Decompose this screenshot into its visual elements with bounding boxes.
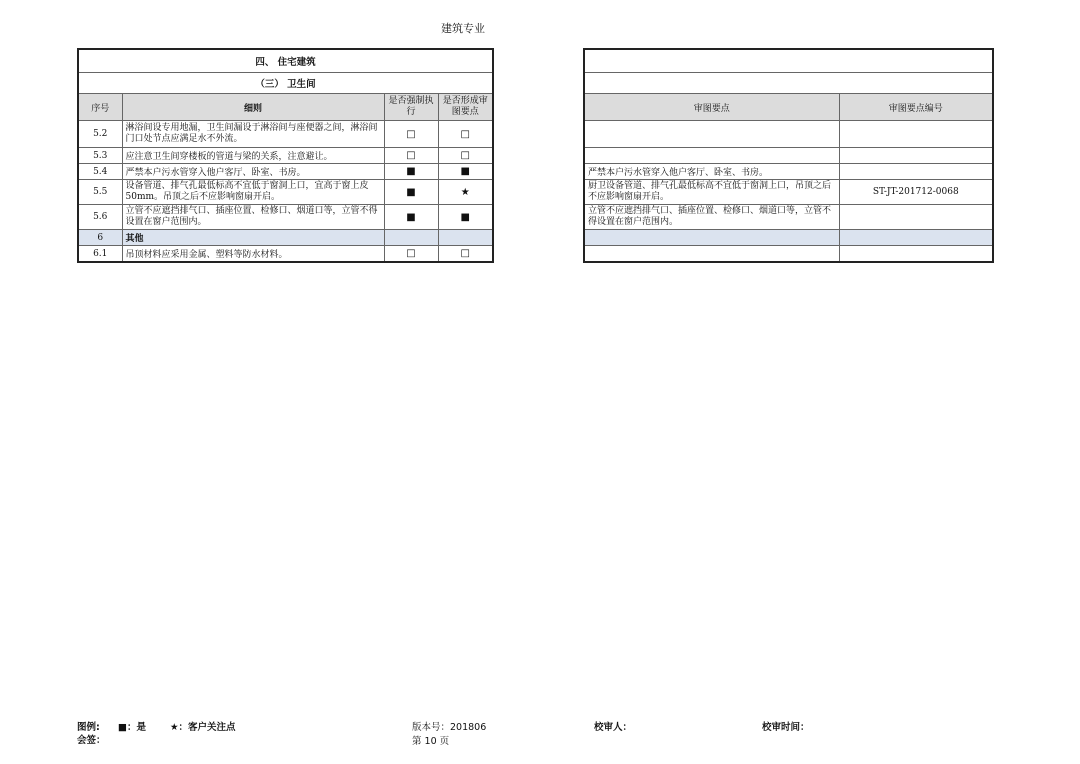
row-review-point: 严禁本户污水管穿入他户客厅、卧室、书房。 xyxy=(584,164,839,180)
row-seq: 6 xyxy=(78,230,122,246)
row-detail: 严禁本户污水管穿入他户客厅、卧室、书房。 xyxy=(122,164,384,180)
row-review-mark: ★ xyxy=(438,180,493,205)
table-row xyxy=(584,180,993,205)
row-seq: 5.4 xyxy=(78,164,122,180)
row-review-mark: □ xyxy=(438,148,493,164)
row-mandatory-mark: ■ xyxy=(384,180,438,205)
row-mandatory-mark: ■ xyxy=(384,164,438,180)
table-row xyxy=(584,230,993,246)
countersign-label: 会签： xyxy=(77,735,106,746)
legend-yes: ■：是 xyxy=(118,722,146,733)
row-review-point: 厨卫设备管道、排气孔最低标高不宜低于窗洞上口，吊顶之后不应影响窗扇开启。 xyxy=(584,180,839,205)
row-seq: 5.5 xyxy=(78,180,122,205)
row-mandatory-mark: □ xyxy=(384,121,438,148)
row-detail: 应注意卫生间穿楼板的管道与梁的关系，注意避让。 xyxy=(122,148,384,164)
row-review-point xyxy=(584,121,839,148)
section-title: （三） 卫生间 xyxy=(78,73,493,94)
table-row xyxy=(584,148,993,164)
row-review-point xyxy=(584,148,839,164)
table-row xyxy=(78,148,493,164)
row-detail: 设备管道、排气孔最低标高不宜低于窗洞上口，宜高于窗上皮50mm。吊顶之后不应影响窗扇开启。 xyxy=(122,180,384,205)
table-row xyxy=(78,121,493,148)
row-review-point xyxy=(584,230,839,246)
table-row xyxy=(78,230,493,246)
table-row xyxy=(584,205,993,230)
row-review-point xyxy=(584,246,839,263)
row-seq: 5.6 xyxy=(78,205,122,230)
row-review-code xyxy=(839,148,993,164)
row-review-code: ST-JT-201712-0068 xyxy=(839,180,993,205)
row-seq: 6.1 xyxy=(78,246,122,263)
row-review-code xyxy=(839,164,993,180)
row-review-code xyxy=(839,246,993,263)
table-row xyxy=(584,121,993,148)
col-header-review-point: 审图要点 xyxy=(584,94,839,121)
col-header-review-point: 是否形成审图要点 xyxy=(438,94,493,121)
row-review-point: 立管不应遮挡排气口、插座位置、检修口、烟道口等，立管不得设置在窗户范围内。 xyxy=(584,205,839,230)
row-seq: 5.2 xyxy=(78,121,122,148)
table-row xyxy=(78,205,493,230)
row-review-code xyxy=(839,121,993,148)
col-header-detail: 细则 xyxy=(122,94,384,121)
col-header-mandatory: 是否强制执行 xyxy=(384,94,438,121)
row-review-code xyxy=(839,205,993,230)
row-review-mark xyxy=(438,230,493,246)
row-review-mark: ■ xyxy=(438,164,493,180)
row-seq: 5.3 xyxy=(78,148,122,164)
row-detail: 吊顶材料应采用金属、塑料等防水材料。 xyxy=(122,246,384,263)
table-row xyxy=(78,180,493,205)
table-title: 四、 住宅建筑 xyxy=(78,49,493,73)
col-header-seq: 序号 xyxy=(78,94,122,121)
row-mandatory-mark: □ xyxy=(384,246,438,263)
table-row xyxy=(78,164,493,180)
right-table xyxy=(583,48,994,263)
row-detail: 立管不应遮挡排气口、插座位置、检修口、烟道口等，立管不得设置在窗户范围内。 xyxy=(122,205,384,230)
table-row xyxy=(584,246,993,263)
right-title-blank xyxy=(584,49,993,73)
legend-label: 图例: xyxy=(77,722,100,733)
row-mandatory-mark: ■ xyxy=(384,205,438,230)
row-review-mark: □ xyxy=(438,121,493,148)
col-header-review-code: 审图要点编号 xyxy=(839,94,993,121)
row-detail: 其他 xyxy=(122,230,384,246)
left-table xyxy=(77,48,494,263)
row-detail: 淋浴间设专用地漏，卫生间漏设于淋浴间与座便器之间，淋浴间门口处节点应满足水不外流。 xyxy=(122,121,384,148)
row-review-code xyxy=(839,230,993,246)
row-mandatory-mark xyxy=(384,230,438,246)
table-row xyxy=(78,246,493,263)
right-subtitle-blank xyxy=(584,73,993,94)
reviewer-label: 校审人： xyxy=(594,722,633,733)
legend-focus: ★：客户关注点 xyxy=(170,722,236,733)
row-review-mark: ■ xyxy=(438,205,493,230)
version-number: 版本号：201806 xyxy=(412,722,487,733)
table-row xyxy=(584,164,993,180)
row-review-mark: □ xyxy=(438,246,493,263)
row-mandatory-mark: □ xyxy=(384,148,438,164)
review-time-label: 校审时间： xyxy=(762,722,810,733)
page-number: 第 10 页 xyxy=(412,736,450,747)
page-header: 建筑专业 xyxy=(441,22,485,35)
